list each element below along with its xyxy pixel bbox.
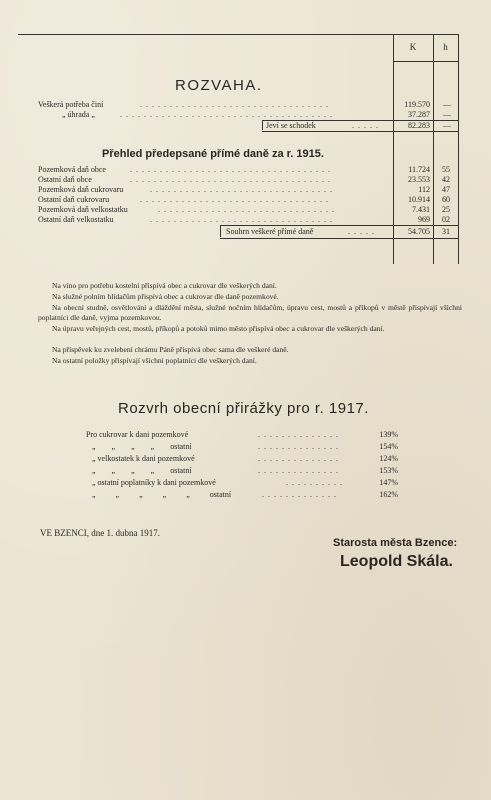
rozvrh-row-value: 147% — [379, 478, 398, 487]
rozvrh-row-text: „ „ „ „ ostatní — [92, 466, 192, 475]
rozvrh-row-value: 139% — [379, 430, 398, 439]
leader-dots: .............................. — [158, 205, 338, 214]
rozvrh-row-value: 124% — [379, 454, 398, 463]
leader-dots: .................................. — [130, 175, 334, 184]
leader-dots: .................................... — [120, 110, 336, 119]
prehled-row-k: 112 — [418, 185, 430, 194]
note-paragraph: Na příspěvek ku zvelebení chrámu Páně přispívá obec sama dle veškeré daně. — [52, 345, 289, 354]
leader-dots: ..... — [352, 121, 382, 130]
note-paragraph: Na ostatní položky přispívají všichni poplatníci dle veškerých daní. — [52, 356, 257, 365]
deficit-bottom-rule — [262, 131, 458, 132]
prehled-row-h: 02 — [442, 215, 450, 224]
rozvaha-value-uhrada-h: — — [443, 110, 451, 119]
rozvaha-value-uhrada-k: 37.287 — [408, 110, 430, 119]
table-top-rule — [18, 34, 458, 35]
place-date: VE BZENCI, dne 1. dubna 1917. — [40, 528, 160, 538]
prehled-row-k: 7.431 — [412, 205, 430, 214]
leader-dots: ................................ — [140, 100, 332, 109]
rozvrh-title: Rozvrh obecní přirážky pro r. 1917. — [118, 400, 369, 417]
prehled-title: Přehled předepsané přímé daně za r. 1915. — [102, 148, 324, 160]
prehled-row-k: 11.724 — [408, 165, 430, 174]
prehled-row-h: 60 — [442, 195, 450, 204]
signature-name: Leopold Skála. — [340, 553, 453, 570]
leader-dots: ............................... — [150, 215, 336, 224]
prehled-row-k: 969 — [418, 215, 430, 224]
col-h-right-rule — [458, 34, 459, 264]
rozvrh-row-text: „ „ „ „ ostatní — [92, 442, 192, 451]
prehled-row-label: Pozemková daň cukrovaru — [38, 185, 124, 194]
rozvrh-row-text: Pro cukrovar k dani pozemkové — [86, 430, 189, 439]
total-bottom-rule — [220, 238, 458, 239]
prehled-row-label: Ostatní daň obce — [38, 175, 92, 184]
leader-dots: ............................... — [150, 185, 336, 194]
rozvaha-value-potreba-h: — — [443, 100, 451, 109]
note-paragraph: Na úpravu veřejných cest, mostů, příkopů a potoků mimo město přispívá obec a cukrovar dle veškerých daní. — [52, 324, 385, 333]
header-bottom-rule — [393, 61, 458, 62]
note-paragraph: Na obecní studně, osvětlování a dláždění města, služné nočním hlídačům, úpravu cest, mostů a příkopů v městě přispívají všichni poplatníci dle daně, vyjma pozemkovou. — [38, 303, 462, 322]
rozvaha-title: ROZVAHA. — [175, 77, 263, 94]
prehled-total-k: 54.705 — [408, 227, 430, 236]
column-header-k: K — [409, 42, 417, 52]
leader-dots: .................................. — [130, 165, 334, 174]
rozvaha-deficit-k: 82.283 — [408, 121, 430, 130]
prehled-total-label: Souhrn veškeré přímé daně — [226, 227, 314, 236]
rozvrh-row-text: „ ostatní poplatníky k dani pozemkové — [92, 478, 216, 487]
col-h-left-rule — [433, 34, 434, 264]
prehled-row-label: Ostatní daň velkostatku — [38, 215, 114, 224]
column-header-h: h — [443, 42, 448, 52]
prehled-row-h: 55 — [442, 165, 450, 174]
prehled-total-h: 31 — [442, 227, 450, 236]
leader-dots: ............. — [262, 490, 340, 499]
rozvrh-row-text: „ velkostatek k dani pozemkové — [92, 454, 195, 463]
rozvaha-value-potreba-k: 119.570 — [404, 100, 430, 109]
rozvrh-row-text: „ „ „ „ „ ostatní — [92, 490, 232, 499]
rozvrh-row-value: 153% — [379, 466, 398, 475]
rozvrh-row-value: 162% — [379, 490, 398, 499]
rozvrh-row-value: 154% — [379, 442, 398, 451]
prehled-row-label: Pozemková daň velkostatku — [38, 205, 128, 214]
prehled-row-h: 42 — [442, 175, 450, 184]
leader-dots: ................................ — [140, 195, 332, 204]
prehled-row-k: 10.914 — [408, 195, 430, 204]
leader-dots: .......... — [286, 478, 346, 487]
prehled-row-label: Ostatní daň cukrovaru — [38, 195, 110, 204]
rozvaha-deficit-h: — — [443, 121, 451, 130]
leader-dots: ..... — [348, 227, 378, 236]
rozvaha-label-potreba: Veškerá potřeba činí — [38, 100, 104, 109]
leader-dots: .............. — [258, 454, 342, 463]
deficit-left-rule — [262, 120, 263, 130]
prehled-row-h: 47 — [442, 185, 450, 194]
leader-dots: .............. — [258, 466, 342, 475]
prehled-row-k: 23.553 — [408, 175, 430, 184]
prehled-row-h: 25 — [442, 205, 450, 214]
rozvaha-label-uhrada: „ úhrada „ — [62, 110, 95, 119]
leader-dots: .............. — [258, 442, 342, 451]
prehled-row-label: Pozemková daň obce — [38, 165, 106, 174]
leader-dots: .............. — [258, 430, 342, 439]
note-paragraph: Na služné polním hlídačům přispívá obec a cukrovar dle daně pozemkové. — [52, 292, 279, 301]
note-paragraph: Na víno pro potřebu kostelní přispívá obec a cukrovar dle veškerých daní. — [52, 281, 277, 290]
rozvaha-deficit-label: Jeví se schodek — [266, 121, 316, 130]
signature-role: Starosta města Bzence: — [333, 537, 458, 549]
total-top-rule — [220, 225, 458, 226]
total-left-rule — [220, 225, 221, 237]
